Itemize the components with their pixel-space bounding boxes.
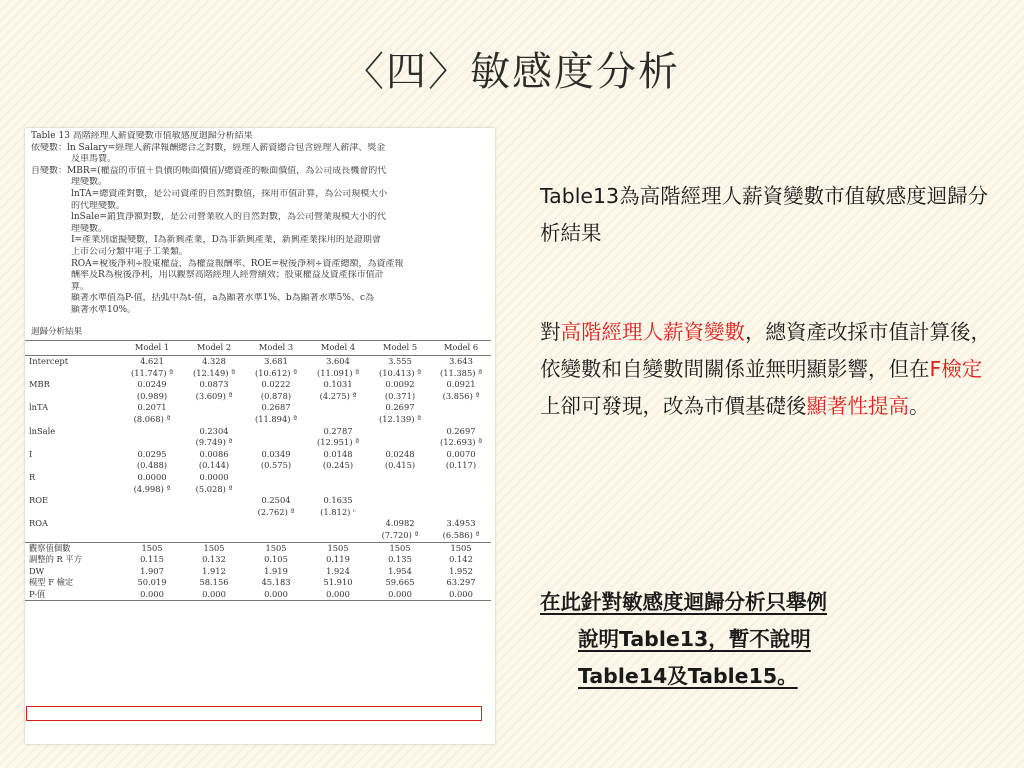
table-cell: 0.0148 (323, 448, 353, 459)
table-cell: (11.385) ª (439, 367, 483, 378)
table-row (25, 391, 491, 403)
table-cell: DW (29, 565, 45, 576)
table-cell: MBR (29, 379, 50, 390)
table-cell (369, 484, 431, 496)
table-row (25, 402, 491, 414)
table-cell: 0.000 (183, 589, 245, 601)
table-cell: 63.297 (446, 577, 476, 588)
table-cell: 0.0000 (199, 471, 229, 482)
paragraph-3 (540, 584, 992, 695)
table-row (25, 356, 491, 368)
table-cell: (6.586) ª (442, 529, 480, 540)
table-cell: 0.2697 (385, 402, 415, 413)
caption-line: lnSale=銷貨淨額對數，是公司營業收入的自然對數，為公司營業規模大小的代 (71, 212, 386, 223)
table-cell: 0.000 (121, 589, 183, 601)
table-cell (25, 414, 121, 426)
table-row (25, 368, 491, 380)
table-cell: 0.0222 (261, 379, 291, 390)
table-row (25, 566, 491, 578)
table-cell (245, 437, 307, 449)
table-cell: (10.612) ª (254, 367, 298, 378)
table-cell: 0.0248 (385, 448, 415, 459)
table-cell: 1505 (121, 542, 183, 554)
table-cell (307, 414, 369, 426)
table-cell: 0.105 (264, 554, 288, 565)
table-cell: (2.762) ª (257, 506, 295, 517)
table-cell: 0.0070 (446, 448, 476, 459)
table-cell (431, 507, 491, 519)
caption-line: 上市公司分類中電子工業類。 (71, 246, 189, 257)
table-cell: (0.989) (136, 390, 168, 401)
table-row (25, 507, 491, 519)
p3-line-2: 說明Table13，暫不說明 (578, 627, 811, 651)
table-cell: (0.878) (260, 390, 292, 401)
table-cell: 4.0982 (385, 518, 415, 529)
table-cell: (0.488) (136, 460, 168, 471)
table-cell: ROE (29, 495, 49, 506)
table-cell: 0.1031 (323, 379, 353, 390)
table-cell: (0.371) (384, 390, 416, 401)
table-cell (245, 530, 307, 542)
f-test-highlight-box (26, 706, 482, 721)
caption-line: 理變數。 (71, 223, 108, 234)
table-cell: 4.621 (140, 356, 164, 366)
table-cell (369, 495, 431, 507)
table-cell: 4.328 (202, 356, 226, 366)
table-cell: (4.275) ª (319, 390, 357, 401)
table-cell (369, 437, 431, 449)
table-cell: 1505 (431, 542, 491, 554)
caption-line: I=產業別虛擬變數，I為新興產業，D為非新興產業，新興產業採用的是證期會 (71, 235, 381, 246)
caption-line: 自變數：MBR=(權益的市值＋負債的帳面價值)/總資產的帳面價值，為公司成長機會的代 (31, 165, 387, 176)
table-cell: ROA (29, 518, 49, 529)
table-cell (369, 472, 431, 484)
table-row (25, 460, 491, 472)
table-cell: (1.812) ᶜ (320, 506, 356, 517)
table-cell: 0.0295 (137, 448, 167, 459)
table-cell: (12.951) ª (316, 437, 360, 448)
table-cell: (5.028) ª (195, 483, 233, 494)
table-cell: 1505 (245, 542, 307, 554)
table-cell (183, 507, 245, 519)
table-cell (25, 437, 121, 449)
regression-table (25, 340, 491, 601)
table-cell: 0.115 (140, 554, 164, 565)
table-cell: (12.149) ª (192, 367, 236, 378)
table-row (25, 484, 491, 496)
table-cell: (11.747) ª (130, 367, 174, 378)
column-header (25, 341, 121, 356)
table-cell: 0.2787 (323, 425, 353, 436)
p2-highlight-salary: 高階經理人薪資變數 (560, 320, 745, 344)
table-row (25, 542, 491, 554)
caption-line: ROA=稅後淨利÷股東權益，為權益報酬率、ROE=稅後淨利÷資產總額，為資產報 (71, 258, 404, 269)
table-cell: 1.919 (264, 565, 288, 576)
column-header: Model 3 (245, 341, 307, 356)
table-cell: 50.019 (137, 577, 167, 588)
table-cell: 0.2504 (261, 495, 291, 506)
table-row (25, 554, 491, 566)
caption-line: 的代理變數。 (71, 200, 126, 211)
table-cell: 1.912 (202, 565, 226, 576)
table-cell: (11.091) ª (316, 367, 360, 378)
regression-table-image (25, 128, 495, 744)
table-cell: 0.2071 (137, 402, 167, 413)
table-cell: (9.749) ª (195, 437, 233, 448)
table-cell: lnTA (29, 402, 49, 413)
table-cell (121, 495, 183, 507)
caption-line: 理變數。 (71, 177, 108, 188)
table-cell: 1505 (369, 542, 431, 554)
table-cell: (7.720) ª (381, 529, 419, 540)
caption-line: Table 13 高階經理人薪資變數市值敏感度迴歸分析結果 (31, 131, 253, 141)
table-cell: P-值 (25, 589, 121, 601)
caption-line: 酬率及R為稅後淨利，用以觀察高階經理人經營績效；股東權益及資產採市值計 (71, 270, 384, 281)
slide-title: 〈四〉敏感度分析 (344, 49, 680, 95)
table-cell: 3.681 (264, 356, 288, 366)
table-cell: 0.142 (449, 554, 473, 565)
table-cell (307, 472, 369, 484)
table-row (25, 472, 491, 484)
table-cell (183, 402, 245, 414)
paragraph-2 (540, 314, 992, 425)
table-cell (25, 368, 121, 380)
p3-line-3: Table14及Table15。 (578, 664, 798, 688)
table-cell (245, 426, 307, 438)
table-cell: 3.555 (388, 356, 412, 366)
table-cell: 0.132 (202, 554, 226, 565)
caption-line: 算。 (71, 281, 90, 292)
column-header: Model 6 (431, 341, 491, 356)
table-cell: 0.0349 (261, 448, 291, 459)
table-cell: Intercept (29, 356, 69, 366)
table-cell: (8.068) ª (133, 413, 171, 424)
table-cell (25, 484, 121, 496)
table-cell: 0.0873 (199, 379, 229, 390)
table-cell (183, 530, 245, 542)
caption-line: 依變數：ln Salary=經理人薪津報酬總合之對數，經理人薪資總合包含經理人薪津、獎金 (31, 142, 386, 153)
table-cell (25, 530, 121, 542)
table-cell: R (29, 471, 36, 482)
table-cell: 0.000 (245, 589, 307, 601)
table-cell: 調整的 R 平方 (29, 554, 83, 565)
caption-line: 顯著水準值為P-值，括弧中為t-值，a為顯著水準1%、b為顯著水準5%、c為 (71, 293, 374, 304)
table-cell (121, 507, 183, 519)
p2-text-c: ，總資產改採市值計算後，依變數和自變數間關係並無明顯影響，但在 (540, 320, 991, 381)
table-row (25, 449, 491, 461)
table-cell (121, 530, 183, 542)
table-cell (183, 414, 245, 426)
table-cell: 51.910 (323, 577, 353, 588)
table-row (25, 437, 491, 449)
table-cell (183, 495, 245, 507)
table-cell: (0.144) (198, 460, 230, 471)
table-cell (431, 484, 491, 496)
table-cell (307, 530, 369, 542)
table-cell: 1.952 (449, 565, 473, 576)
table-row (25, 589, 491, 601)
table-cell: (11.894) ª (254, 413, 298, 424)
paragraph-1: Table13為高階經理人薪資變數市值敏感度迴歸分析結果 (540, 184, 989, 245)
table-cell: (3.856) ª (442, 390, 480, 401)
p2-highlight-significance: 顯著性提高 (806, 394, 909, 418)
table-cell (369, 507, 431, 519)
table-cell: 0.000 (369, 589, 431, 601)
table-cell: (4.998) ª (133, 483, 171, 494)
table-header-row (25, 341, 491, 356)
caption-line: lnTA=總資產對數，是公司資產的自然對數值，採用市值計算，為公司規模大小 (71, 188, 388, 199)
table-cell: 3.4953 (446, 518, 476, 529)
table-cell (307, 518, 369, 530)
table-cell: 0.0000 (137, 471, 167, 482)
column-header: Model 2 (183, 341, 245, 356)
table-cell: 模型 F 檢定 (29, 577, 74, 588)
table-cell: 3.643 (449, 356, 473, 366)
table-cell: (10.413) ª (378, 367, 422, 378)
table-cell: 0.0086 (199, 448, 229, 459)
table-cell (369, 426, 431, 438)
table-cell: 0.2687 (261, 402, 291, 413)
table-cell: 0.135 (388, 554, 412, 565)
table-cell: (3.609) ª (195, 390, 233, 401)
table-cell (431, 472, 491, 484)
column-header: Model 4 (307, 341, 369, 356)
table-cell: 45.183 (261, 577, 291, 588)
table-cell: 觀察值個數 (25, 542, 121, 554)
table-cell: 0.000 (307, 589, 369, 601)
table-cell (121, 437, 183, 449)
table-cell (245, 472, 307, 484)
table-cell: 3.604 (326, 356, 350, 366)
table-cell: 0.0249 (137, 379, 167, 390)
table-cell: 0.1635 (323, 495, 353, 506)
table-cell: 0.000 (431, 589, 491, 601)
table-cell: 59.665 (385, 577, 415, 588)
table-caption (31, 131, 491, 317)
table-cell: 0.2304 (199, 425, 229, 436)
table-cell (245, 484, 307, 496)
p2-text-g: 。 (909, 394, 930, 418)
table-cell: 1505 (307, 542, 369, 554)
table-row (25, 414, 491, 426)
table-cell (431, 495, 491, 507)
table-cell: 1.907 (140, 565, 164, 576)
table-cell: (0.117) (445, 460, 477, 471)
table-cell: 0.119 (326, 554, 350, 565)
p2-text-e: 上卻可發現，改為市價基礎後 (540, 394, 807, 418)
table-cell (307, 484, 369, 496)
section-label: 迴歸分析結果 (31, 327, 83, 337)
table-cell: (0.415) (384, 460, 416, 471)
table-cell: (0.575) (260, 460, 292, 471)
table-cell: 0.0092 (385, 379, 415, 390)
table-cell (121, 518, 183, 530)
table-cell (25, 507, 121, 519)
table-cell: (12.139) ª (378, 413, 422, 424)
table-cell (307, 402, 369, 414)
table-cell: 1505 (183, 542, 245, 554)
caption-line: 顯著水準10%。 (71, 304, 137, 315)
table-cell (431, 402, 491, 414)
table-cell (183, 518, 245, 530)
table-cell (25, 391, 121, 403)
p3-line-1: 在此針對敏感度迴歸分析只舉例 (540, 590, 827, 614)
p2-text-a: 對 (540, 320, 561, 344)
table-row (25, 577, 491, 589)
table-cell (245, 518, 307, 530)
caption-line: 及車馬費。 (71, 154, 117, 165)
table-cell: 1.924 (326, 565, 350, 576)
column-header: Model 5 (369, 341, 431, 356)
p2-highlight-f-test: F檢定 (929, 357, 983, 381)
table-row (25, 426, 491, 438)
table-cell (431, 414, 491, 426)
table-cell: (12.693) ª (439, 437, 483, 448)
table-cell: I (29, 448, 33, 459)
column-header: Model 1 (121, 341, 183, 356)
table-cell: 0.0921 (446, 379, 476, 390)
table-cell: (0.245) (322, 460, 354, 471)
table-row (25, 495, 491, 507)
table-cell (121, 426, 183, 438)
table-row (25, 518, 491, 530)
table-cell: 1.954 (388, 565, 412, 576)
table-cell: 0.2697 (446, 425, 476, 436)
table-cell: 58.156 (199, 577, 229, 588)
table-cell (25, 460, 121, 472)
table-row (25, 530, 491, 542)
table-row (25, 379, 491, 391)
table-cell: lnSale (29, 425, 56, 436)
